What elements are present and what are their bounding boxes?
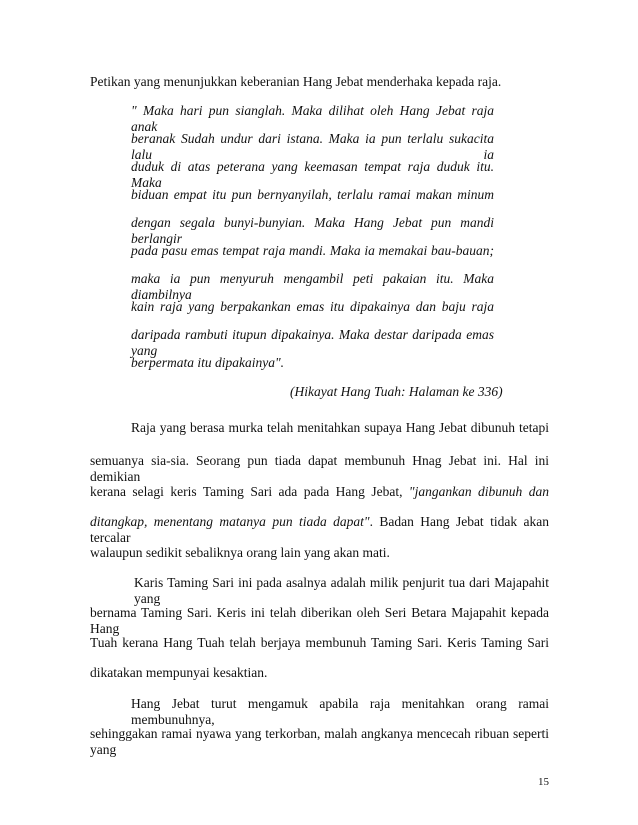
- paragraph-text: . Badan Hang Jebat tidak akan tercalar: [90, 514, 549, 545]
- intro-line: Petikan yang menunjukkan keberanian Hang Jebat menderhaka kepada raja.: [90, 74, 502, 89]
- paragraph-line: bernama Taming Sari. Keris ini telah diberikan oleh Seri Betara Majapahit kepada Hang: [90, 605, 549, 636]
- paragraph-line: dikatakan mempunyai kesaktian.: [90, 665, 268, 680]
- quote-line: biduan empat itu pun bernyanyilah, terlalu ramai makan minum: [131, 187, 494, 202]
- paragraph-line: semuanya sia-sia. Seorang pun tiada dapat membunuh Hnag Jebat ini. Hal ini demikian: [90, 453, 549, 484]
- inline-quote: "jangankan dibunuh dan: [408, 484, 549, 499]
- quote-line: dengan segala bunyi-bunyian. Maka Hang Jebat pun mandi berlangir: [131, 215, 494, 246]
- paragraph-line: sehinggakan ramai nyawa yang terkorban, malah angkanya mencecah ribuan seperti yang: [90, 726, 549, 757]
- quote-line: duduk di atas peterana yang keemasan tempat raja duduk itu. Maka: [131, 159, 494, 190]
- quote-line: beranak Sudah undur dari istana. Maka ia pun terlalu sukacita lalu ia: [131, 131, 494, 162]
- quote-line: pada pasu emas tempat raja mandi. Maka ia memakai bau-bauan;: [131, 243, 494, 258]
- citation: (Hikayat Hang Tuah: Halaman ke 336): [290, 384, 503, 399]
- paragraph-line: [90, 484, 549, 500]
- paragraph-line: [90, 514, 549, 546]
- paragraph-text: kerana selagi keris Taming Sari ada pada Hang Jebat,: [90, 484, 409, 499]
- quote-line: daripada rambuti itupun dipakainya. Maka destar daripada emas yang: [131, 327, 494, 358]
- paragraph-line: walaupun sedikit sebaliknya orang lain yang akan mati.: [90, 545, 390, 560]
- quote-line: berpermata itu dipakainya".: [131, 355, 285, 370]
- quote-line: maka ia pun menyuruh mengambil peti pakaian itu. Maka diambilnya: [131, 271, 494, 302]
- inline-quote: ditangkap, menentang matanya pun tiada dapat": [90, 514, 370, 529]
- paragraph-line: Tuah kerana Hang Tuah telah berjaya membunuh Taming Sari. Keris Taming Sari: [90, 635, 549, 650]
- paragraph-line: Karis Taming Sari ini pada asalnya adalah milik penjurit tua dari Majapahit yang: [134, 575, 549, 606]
- quote-line: kain raja yang berpakankan emas itu dipakainya dan baju raja: [131, 299, 494, 314]
- paragraph-line: Raja yang berasa murka telah menitahkan supaya Hang Jebat dibunuh tetapi: [131, 420, 549, 435]
- quote-line: " Maka hari pun sianglah. Maka dilihat oleh Hang Jebat raja anak: [131, 103, 494, 134]
- page-number: 15: [538, 776, 549, 788]
- paragraph-line: Hang Jebat turut mengamuk apabila raja menitahkan orang ramai membunuhnya,: [131, 696, 549, 727]
